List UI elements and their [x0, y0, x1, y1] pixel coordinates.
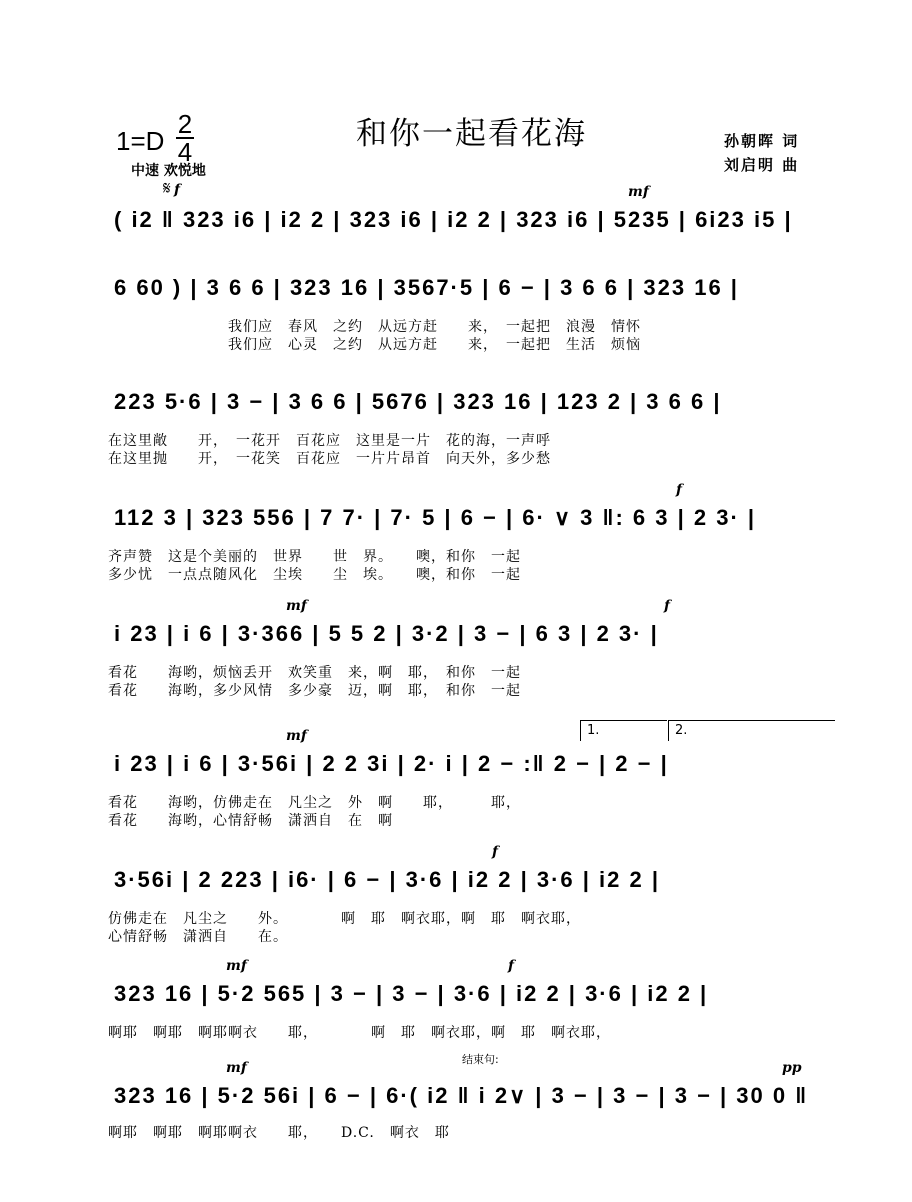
key-signature: 1=D [116, 126, 165, 156]
lyrics-verse-1: 在这里敞 开， 一花开 百花应 这里是一片 花的海，一声呼 [108, 433, 551, 449]
notation-line: i 23 | i 6 | 3·366 | 5 5 2 | 3·2 | 3 − | 6 3 | 2 3· | [114, 621, 659, 646]
lyrics-verse-2: 看花 海哟，心情舒畅 潇洒自 在 啊 [108, 813, 393, 829]
time-signature-top: 2 [177, 109, 193, 139]
lyrics-verse-1: 啊耶 啊耶 啊耶啊衣 耶， D.C. 啊衣 耶 [108, 1125, 450, 1141]
time-signature-bottom: 4 [177, 137, 193, 167]
lyrics-verse-1: 仿佛走在 凡尘之 外。 啊 耶 啊衣耶，啊 耶 啊衣耶， [108, 911, 581, 927]
dynamic-mark: mf [226, 1060, 247, 1076]
dynamic-mark: f [508, 958, 515, 974]
notation-line: 3·56i | 2 223 | i6· | 6 − | 3·6 | i2 2 | 3·6 | i2 2 | [114, 867, 660, 892]
lyrics-verse-2: 看花 海哟，多少风情 多少豪 迈，啊 耶， 和你 一起 [108, 683, 521, 699]
score-row-3 [108, 380, 828, 467]
score-row-5 [108, 598, 828, 699]
score-row-6 [108, 723, 828, 829]
dynamic-mark: mf [286, 728, 307, 744]
score-row-2 [108, 266, 828, 353]
dynamic-mark: mf [286, 598, 307, 614]
lyrics-verse-2: 我们应 心灵 之约 从远方赶 来， 一起把 生活 烦恼 [228, 337, 641, 353]
notation-line: 223 5·6 | 3 − | 3 6 6 | 5676 | 323 16 | 123 2 | 3 6 6 | [114, 389, 722, 414]
lyrics-verse-1: 啊耶 啊耶 啊耶啊衣 耶， 啊 耶 啊衣耶，啊 耶 啊衣耶， [108, 1025, 611, 1041]
dynamic-mark: f [664, 598, 671, 614]
notation-line: i 23 | i 6 | 3·56i | 2 2 3i | 2· i | 2 − :‖ 2 − | 2 − | [114, 751, 669, 776]
dynamic-mark: f [676, 482, 683, 498]
volta-bracket-2: 2. [668, 720, 835, 741]
segno-icon: 𝄋 [163, 178, 171, 199]
lyrics-verse-2: 在这里抛 开， 一花笑 百花应 一片片昂首 向天外，多少愁 [108, 451, 551, 467]
score-row-8 [108, 958, 828, 1050]
dynamic-mark: pp [782, 1060, 802, 1076]
time-signature [176, 109, 194, 167]
score-row-9 [108, 1060, 828, 1152]
tempo-marking: 中速 欢悦地 [131, 163, 206, 179]
score-row-4 [108, 482, 828, 583]
dynamic-mark: f [492, 844, 499, 860]
notation-line: 323 16 | 5·2 565 | 3 − | 3 − | 3·6 | i2 2 | 3·6 | i2 2 | [114, 981, 709, 1006]
lyrics-verse-2: 多少忧 一点点随风化 尘埃 尘 埃。 噢，和你 一起 [108, 567, 521, 583]
composer-credit: 刘启明 曲 [724, 156, 800, 174]
notation-line: ( i2 ‖ 323 i6 | i2 2 | 323 i6 | i2 2 | 323 i6 | 5235 | 6i23 i5 | [114, 207, 793, 232]
coda-label: 结束句: [462, 1053, 499, 1066]
lyricist-credit: 孙朝晖 词 [724, 132, 800, 150]
dynamic-mark: mf [226, 958, 247, 974]
dynamic-mark: f [174, 182, 181, 198]
notation-line: 112 3 | 323 556 | 7 7· | 7· 5 | 6 − | 6· ∨ 3 ‖: 6 3 | 2 3· | [114, 505, 757, 530]
notation-line: 323 16 | 5·2 56i | 6 − | 6·( i2 ‖ i 2∨ | 3 − | 3 − | 3 − | 30 0 ‖ [114, 1083, 809, 1108]
notation-line: 6 60 ) | 3 6 6 | 323 16 | 3567·5 | 6 − | 3 6 6 | 323 16 | [114, 275, 739, 300]
score-row-1 [108, 182, 828, 276]
score-row-7 [108, 844, 828, 945]
lyrics-verse-1: 齐声赞 这是个美丽的 世界 世 界。 噢，和你 一起 [108, 549, 521, 565]
lyrics-verse-1: 看花 海哟，仿佛走在 凡尘之 外 啊 耶， 耶， [108, 795, 521, 811]
dynamic-mark: mf [628, 184, 649, 200]
lyrics-verse-1: 看花 海哟，烦恼丢开 欢笑重 来，啊 耶， 和你 一起 [108, 665, 521, 681]
lyrics-verse-2: 心情舒畅 潇洒自 在。 [108, 929, 288, 945]
lyrics-verse-1: 我们应 春风 之约 从远方赶 来， 一起把 浪漫 情怀 [228, 319, 641, 335]
song-title: 和你一起看花海 [356, 116, 587, 152]
volta-bracket-1: 1. [580, 720, 667, 741]
